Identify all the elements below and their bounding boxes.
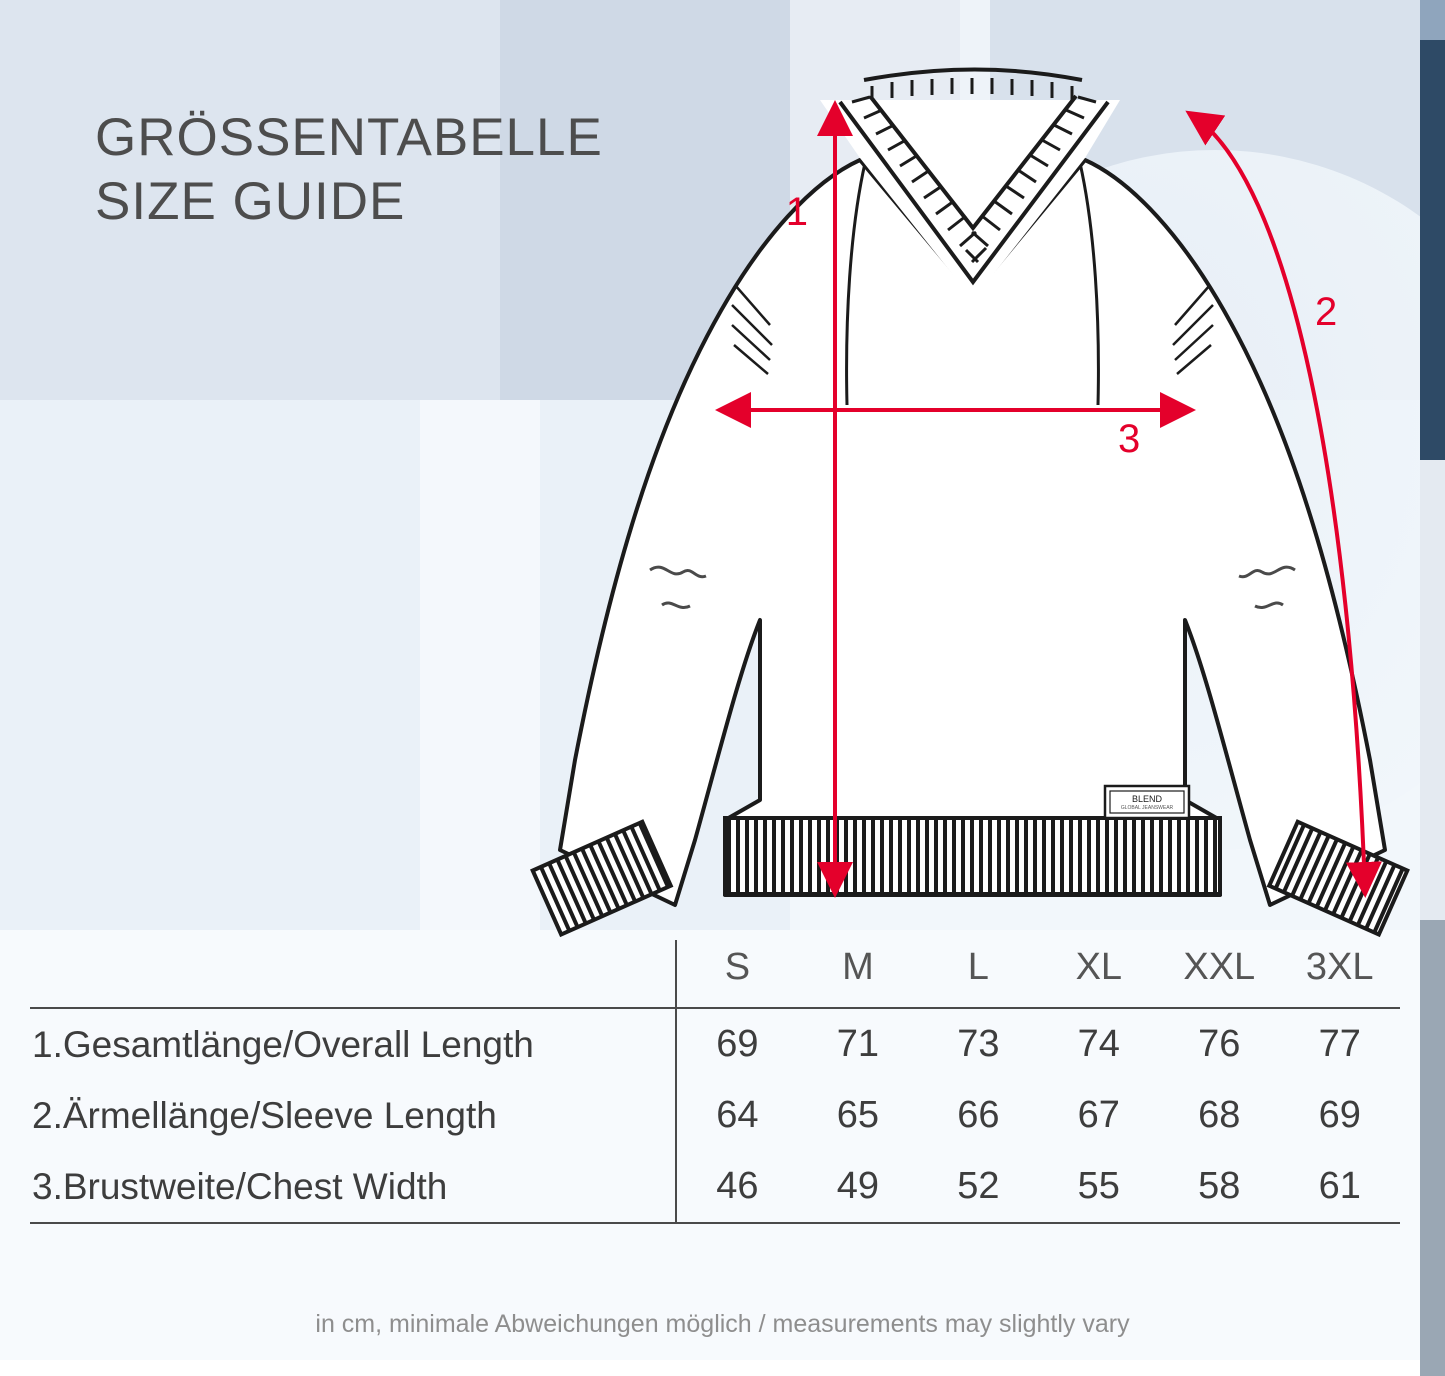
sleeve-length-m: 65 (836, 1094, 880, 1136)
sleeve-length-3xl: 69 (1318, 1094, 1361, 1136)
bg-block-mid-left (0, 400, 420, 930)
size-table-grid (30, 940, 1400, 1224)
chest-width-3xl: 61 (1279, 1151, 1400, 1223)
overall-length-xl: 74 (1039, 1008, 1159, 1080)
measure-label-chest-width: 3.Brustweite/Chest Width (30, 1151, 676, 1223)
sweater-illustration (520, 60, 1420, 940)
chest-width-l: 52 (918, 1151, 1038, 1223)
brand-label (1105, 786, 1189, 818)
edge-bar-grey (1420, 920, 1445, 1376)
measurement-note: in cm, minimale Abweichungen möglich / measurements may slightly vary (315, 1310, 1130, 1338)
overall-length-3xl: 77 (1279, 1008, 1400, 1080)
table-row (30, 1080, 1400, 1151)
overall-length-l: 73 (918, 1008, 1038, 1080)
edge-bar-navy (1420, 40, 1445, 460)
chest-width-s: 46 (676, 1151, 797, 1223)
sleeve-length-s: 64 (676, 1080, 797, 1151)
marker-1-label: 1 (785, 190, 808, 234)
table-row (30, 1008, 1400, 1080)
size-header-xxl: XXL (1183, 946, 1256, 988)
edge-bar-top (1420, 0, 1445, 40)
svg-text:GLOBAL JEANSWEAR: GLOBAL JEANSWEAR (1120, 805, 1174, 811)
overall-length-m: 71 (798, 1008, 918, 1080)
overall-length-xxl: 76 (1159, 1008, 1279, 1080)
table-row (30, 1151, 1400, 1223)
marker-3-label: 3 (1118, 417, 1141, 461)
size-header-m: M (842, 946, 874, 988)
overall-length-s: 69 (676, 1008, 797, 1080)
marker-2-label: 2 (1315, 290, 1338, 334)
table-header-row (30, 940, 1400, 1008)
measure-label-sleeve-length: 2.Ärmellänge/Sleeve Length (32, 1094, 497, 1136)
svg-text:BLEND: BLEND (1131, 794, 1163, 804)
edge-bar-light (1420, 460, 1445, 920)
title-line-english: SIZE GUIDE (95, 171, 406, 231)
size-table (30, 940, 1400, 1224)
size-header-s: S (676, 940, 797, 1008)
sweater-body-outline (533, 70, 1408, 935)
title-line-german: GRÖSSENTABELLE (95, 108, 603, 167)
size-header-xl: XL (1075, 946, 1123, 988)
size-header-l: L (967, 946, 989, 988)
chest-width-xl: 55 (1039, 1151, 1159, 1223)
measure-label-overall-length: 1.Gesamtlänge/Overall Length (30, 1008, 676, 1080)
table-header-spacer (30, 940, 676, 1008)
sleeve-length-l: 66 (957, 1094, 1000, 1136)
size-header-3xl: 3XL (1305, 946, 1374, 988)
sleeve-length-xl: 67 (1077, 1094, 1120, 1136)
chest-width-xxl: 58 (1159, 1151, 1279, 1223)
chest-width-m: 49 (798, 1151, 918, 1223)
sleeve-length-xxl: 68 (1198, 1094, 1241, 1136)
